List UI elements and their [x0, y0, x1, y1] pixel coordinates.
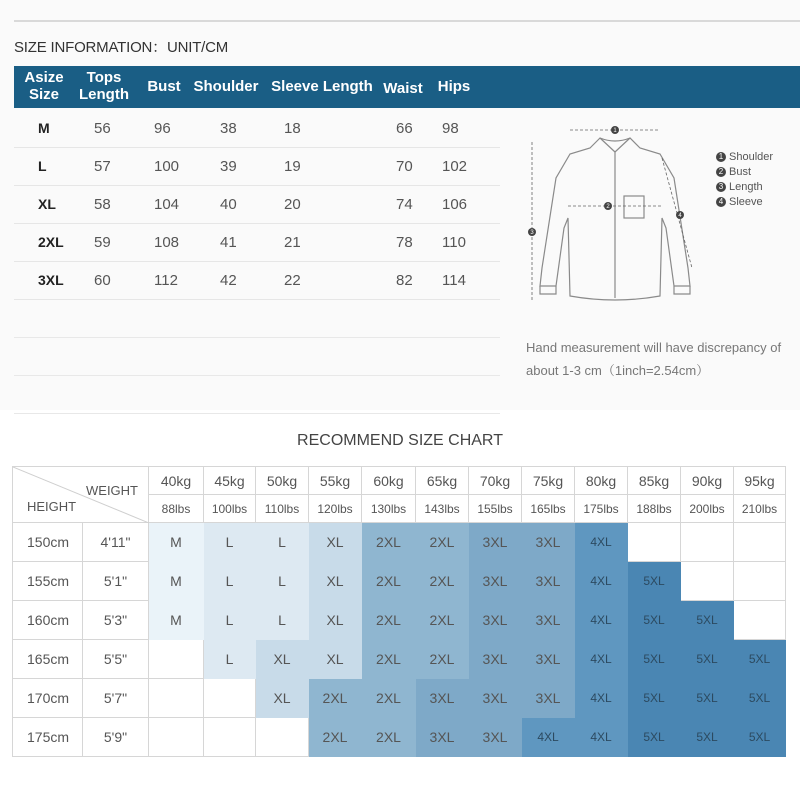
weight-kg-header: 70kg	[469, 467, 522, 495]
weight-label: WEIGHT	[86, 483, 138, 498]
size-value: 60	[94, 272, 111, 289]
marker-1: 1	[613, 128, 617, 134]
recommended-size-cell: 4XL	[575, 523, 628, 562]
size-label: 3XL	[38, 272, 64, 288]
size-label: XL	[38, 196, 56, 212]
recommended-size-cell	[149, 640, 204, 679]
recommended-size-cell: 3XL	[469, 523, 522, 562]
weight-lbs-header: 110lbs	[256, 495, 309, 523]
header-bust: Bust	[147, 78, 181, 95]
size-value: 74	[396, 196, 413, 213]
size-info-title: SIZE INFORMATION：UNIT/CM	[14, 39, 229, 56]
divider-line	[14, 20, 800, 22]
size-value: 96	[154, 120, 171, 137]
header-waist: Waist	[383, 80, 423, 97]
recommended-size-cell: 3XL	[469, 601, 522, 640]
weight-lbs-header: 100lbs	[204, 495, 256, 523]
weight-kg-header: 60kg	[362, 467, 416, 495]
recommended-size-cell: 3XL	[522, 601, 575, 640]
recommended-size-cell: 5XL	[681, 718, 734, 757]
recommended-size-cell	[204, 679, 256, 718]
height-row	[13, 718, 786, 757]
header-sleeve-length: Sleeve Length	[271, 78, 373, 95]
header-tops-length	[74, 69, 134, 103]
weight-lbs-header: 155lbs	[469, 495, 522, 523]
weight-lbs-header: 130lbs	[362, 495, 416, 523]
recommended-size-cell: 5XL	[628, 601, 681, 640]
size-value: 38	[220, 120, 237, 137]
height-cm: 160cm	[13, 601, 83, 640]
weight-kg-header: 40kg	[149, 467, 204, 495]
recommended-size-cell: 3XL	[469, 718, 522, 757]
recommended-size-cell: 2XL	[362, 718, 416, 757]
recommended-size-cell: L	[204, 562, 256, 601]
recommended-size-cell: XL	[309, 562, 362, 601]
recommended-size-cell: 2XL	[309, 679, 362, 718]
recommended-size-cell: 4XL	[575, 601, 628, 640]
size-value: 70	[396, 158, 413, 175]
size-value: 56	[94, 120, 111, 137]
legend-item	[716, 150, 773, 165]
height-row	[13, 562, 786, 601]
size-label: L	[38, 158, 47, 174]
size-value: 108	[154, 234, 180, 251]
weight-lbs-header: 200lbs	[681, 495, 734, 523]
diagram-legend	[716, 150, 773, 210]
recommended-size-cell: 5XL	[628, 718, 681, 757]
weight-kg-header: 75kg	[522, 467, 575, 495]
recommended-size-cell: 5XL	[734, 718, 786, 757]
height-ft: 5'7"	[83, 679, 149, 718]
marker-3: 3	[530, 230, 534, 236]
recommended-size-cell	[681, 562, 734, 601]
recommended-size-cell: XL	[309, 601, 362, 640]
header-label: Size	[28, 86, 59, 103]
recommended-size-cell: 2XL	[416, 562, 469, 601]
recommended-size-cell: 3XL	[469, 679, 522, 718]
size-row	[14, 186, 500, 224]
recommended-size-cell	[256, 718, 309, 757]
size-value: 100	[154, 158, 180, 175]
weight-kg-header: 90kg	[681, 467, 734, 495]
height-ft: 5'9"	[83, 718, 149, 757]
recommended-size-cell: 2XL	[309, 718, 362, 757]
recommended-size-cell	[149, 718, 204, 757]
height-row	[13, 640, 786, 679]
legend-label: Sleeve	[729, 196, 763, 208]
size-value: 106	[442, 196, 468, 213]
recommended-size-cell: L	[204, 523, 256, 562]
recommended-size-cell	[734, 601, 786, 640]
legend-num: 4	[716, 197, 726, 207]
weight-lbs-header: 88lbs	[149, 495, 204, 523]
recommended-size-cell: 5XL	[628, 640, 681, 679]
recommended-size-cell: L	[256, 523, 309, 562]
weight-kg-header: 85kg	[628, 467, 681, 495]
recommended-size-cell: L	[204, 640, 256, 679]
recommended-size-cell: 2XL	[416, 523, 469, 562]
measurement-note	[526, 336, 796, 382]
header-label: Asize	[24, 69, 64, 86]
height-cm: 155cm	[13, 562, 83, 601]
size-value: 39	[220, 158, 237, 175]
recommended-size-cell: 3XL	[469, 640, 522, 679]
size-value: 114	[442, 272, 466, 289]
height-cm: 165cm	[13, 640, 83, 679]
legend-item	[716, 165, 773, 180]
height-row	[13, 679, 786, 718]
height-ft: 4'11"	[83, 523, 149, 562]
height-label: HEIGHT	[27, 499, 77, 514]
recommended-size-cell: M	[149, 601, 204, 640]
size-row	[14, 262, 500, 300]
size-row	[14, 110, 500, 148]
recommended-size-cell: 5XL	[628, 679, 681, 718]
height-cm: 150cm	[13, 523, 83, 562]
header-asize	[22, 69, 66, 103]
size-value: 58	[94, 196, 111, 213]
recommended-size-cell: 4XL	[522, 718, 575, 757]
recommended-size-cell: 5XL	[681, 640, 734, 679]
size-value: 57	[94, 158, 111, 175]
size-row	[14, 224, 500, 262]
recommended-size-cell	[734, 562, 786, 601]
recommended-size-cell: M	[149, 523, 204, 562]
weight-lbs-header: 143lbs	[416, 495, 469, 523]
weight-kg-header: 45kg	[204, 467, 256, 495]
recommended-size-cell: 2XL	[362, 640, 416, 679]
shirt-diagram	[520, 118, 710, 318]
recommended-size-cell: 4XL	[575, 562, 628, 601]
recommended-size-cell: XL	[309, 523, 362, 562]
weight-lbs-header: 165lbs	[522, 495, 575, 523]
size-value: 18	[284, 120, 301, 137]
recommended-size-cell: 3XL	[469, 562, 522, 601]
recommend-size-table	[12, 466, 786, 757]
recommended-size-cell: 4XL	[575, 718, 628, 757]
recommended-size-cell: 5XL	[734, 679, 786, 718]
legend-num: 1	[716, 152, 726, 162]
weight-lbs-header: 210lbs	[734, 495, 786, 523]
recommended-size-cell: XL	[256, 640, 309, 679]
recommended-size-cell	[149, 679, 204, 718]
legend-label: Shoulder	[729, 151, 774, 163]
recommended-size-cell: 3XL	[522, 679, 575, 718]
header-label: Tops	[86, 69, 122, 86]
recommended-size-cell: L	[204, 601, 256, 640]
recommended-size-cell: 4XL	[575, 640, 628, 679]
note-line: about 1-3 cm（1inch=2.54cm）	[526, 363, 710, 378]
height-cm: 175cm	[13, 718, 83, 757]
weight-lbs-header: 188lbs	[628, 495, 681, 523]
recommended-size-cell: 5XL	[681, 679, 734, 718]
weight-kg-header: 80kg	[575, 467, 628, 495]
recommended-size-cell: L	[256, 601, 309, 640]
height-ft: 5'1"	[83, 562, 149, 601]
size-label: M	[38, 120, 50, 136]
recommended-size-cell	[734, 523, 786, 562]
size-value: 19	[284, 158, 301, 175]
size-value: 42	[220, 272, 237, 289]
size-value: 98	[442, 120, 459, 137]
recommended-size-cell	[628, 523, 681, 562]
weight-kg-header: 55kg	[309, 467, 362, 495]
recommended-size-cell	[204, 718, 256, 757]
recommended-size-cell: 2XL	[416, 601, 469, 640]
weight-kg-header: 95kg	[734, 467, 786, 495]
weight-kg-header: 65kg	[416, 467, 469, 495]
size-value: 104	[154, 196, 180, 213]
recommended-size-cell: L	[256, 562, 309, 601]
recommended-size-cell: 3XL	[522, 640, 575, 679]
marker-4: 4	[678, 213, 682, 219]
recommended-size-cell: 2XL	[416, 640, 469, 679]
recommended-size-cell: XL	[256, 679, 309, 718]
recommended-size-cell: 2XL	[362, 523, 416, 562]
height-ft: 5'5"	[83, 640, 149, 679]
legend-label: Bust	[729, 166, 752, 178]
size-value: 82	[396, 272, 413, 289]
recommended-size-cell: 3XL	[416, 679, 469, 718]
size-value: 59	[94, 234, 111, 251]
header-label: Length	[79, 86, 129, 103]
size-value: 21	[284, 234, 301, 251]
size-value: 20	[284, 196, 301, 213]
recommended-size-cell: 5XL	[681, 601, 734, 640]
weight-height-corner	[13, 467, 149, 523]
size-row-empty	[14, 376, 500, 414]
recommended-size-cell: 3XL	[416, 718, 469, 757]
recommended-size-cell: M	[149, 562, 204, 601]
height-ft: 5'3"	[83, 601, 149, 640]
size-row-empty	[14, 338, 500, 376]
height-row	[13, 601, 786, 640]
recommended-size-cell: 5XL	[628, 562, 681, 601]
recommended-size-cell: 5XL	[734, 640, 786, 679]
size-label: 2XL	[38, 234, 64, 250]
legend-label: Length	[729, 181, 763, 193]
recommended-size-cell: 4XL	[575, 679, 628, 718]
recommended-size-cell: 2XL	[362, 562, 416, 601]
size-table-header	[14, 66, 800, 108]
recommended-size-cell: 2XL	[362, 679, 416, 718]
recommended-size-cell: 2XL	[362, 601, 416, 640]
size-value: 66	[396, 120, 413, 137]
size-value: 78	[396, 234, 413, 251]
size-value: 110	[442, 234, 466, 251]
recommend-title: RECOMMEND SIZE CHART	[297, 432, 503, 449]
size-row	[14, 148, 500, 186]
size-value: 41	[220, 234, 237, 251]
marker-2: 2	[606, 204, 610, 210]
size-value: 40	[220, 196, 237, 213]
height-row	[13, 523, 786, 562]
recommended-size-cell	[681, 523, 734, 562]
size-row-empty	[14, 300, 500, 338]
height-cm: 170cm	[13, 679, 83, 718]
weight-kg-header: 50kg	[256, 467, 309, 495]
recommended-size-cell: 3XL	[522, 562, 575, 601]
size-value: 112	[154, 272, 178, 289]
weight-lbs-header: 120lbs	[309, 495, 362, 523]
recommended-size-cell: 3XL	[522, 523, 575, 562]
header-shoulder: Shoulder	[193, 78, 259, 95]
note-line: Hand measurement will have discrepancy of	[526, 340, 782, 355]
size-value: 102	[442, 158, 468, 175]
legend-item	[716, 195, 773, 210]
legend-item	[716, 180, 773, 195]
legend-num: 2	[716, 167, 726, 177]
legend-num: 3	[716, 182, 726, 192]
size-value: 22	[284, 272, 301, 289]
header-hips: Hips	[437, 78, 471, 95]
recommended-size-cell: XL	[309, 640, 362, 679]
weight-lbs-header: 175lbs	[575, 495, 628, 523]
